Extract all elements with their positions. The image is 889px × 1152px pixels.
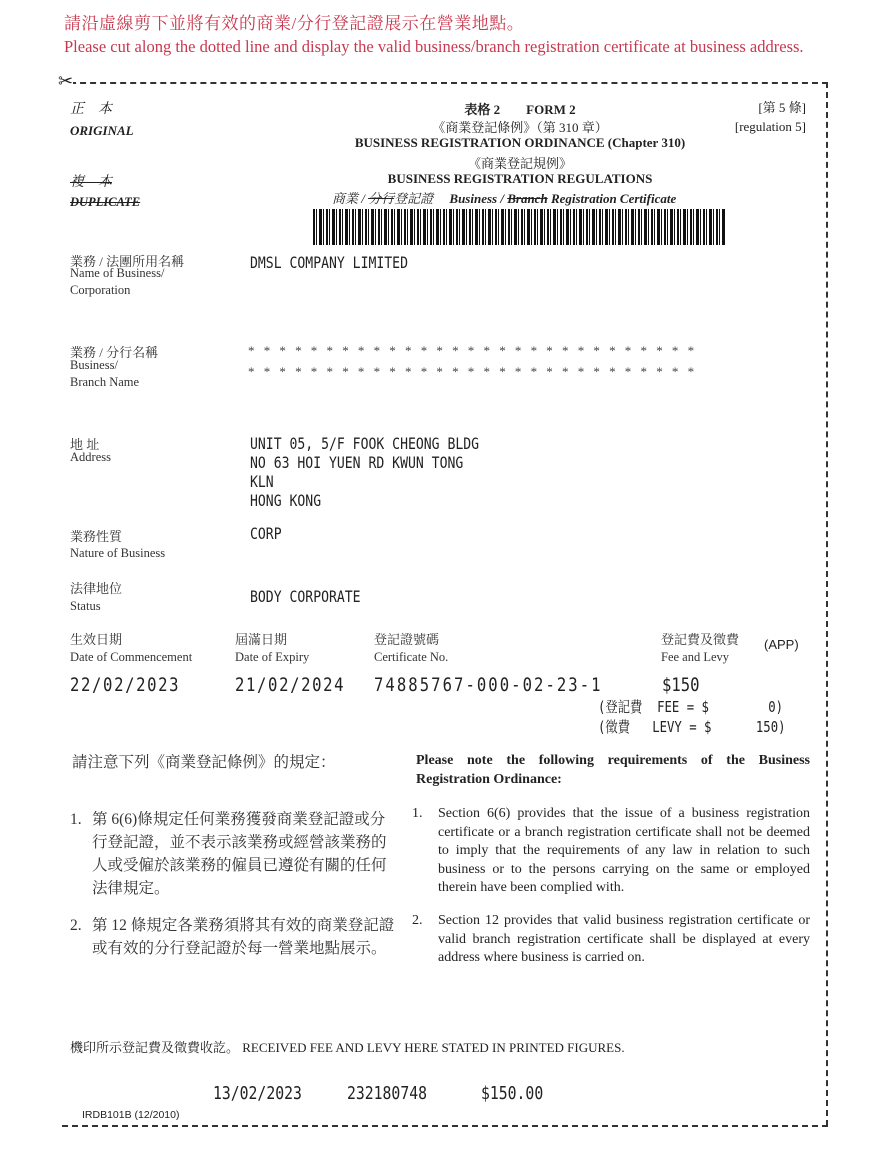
note-zh-2 [70,914,395,960]
scissors-icon: ✂ [58,71,74,91]
cert-type-zh-branch: 分行 [368,191,395,206]
cert-type-zh-business: 商業 / [332,191,369,206]
certificate-no-value: 74885767-000-02-23-1 [374,674,603,696]
cert-type-en-cert: Registration Certificate [547,191,677,206]
regulations-zh: 《商業登記規例》 [467,156,572,171]
cert-type-zh-cert: 登記證 [394,191,434,206]
form-code: IRDB101B (12/2010) [82,1109,180,1121]
duplicate-zh: 複 本 [70,175,112,190]
receipt-statement: 機印所示登記費及徵費收訖。 RECEIVED FEE AND LEVY HERE STATED IN PRINTED FIGURES. [70,1040,625,1055]
address-line-1: UNIT 05, 5/F FOOK CHEONG BLDG [250,434,480,453]
address-line-3: KLN [250,472,274,491]
address-value [250,434,479,510]
expiry-label-en: Date of Expiry [235,650,310,664]
barcode [313,209,726,245]
name-label-zh: 業務 / 法團所用名稱 [70,254,185,269]
note-en-2-text: Section 12 provides that valid business registration certificate or valid branch registration certificate shall be displayed at every address where business is carried on. [438,913,810,965]
regulations-en: BUSINESS REGISTRATION REGULATIONS [387,171,653,186]
address-label-zh: 地 址 [70,437,100,452]
fee-label-zh: 登記費及徵費 [661,632,740,647]
original-zh: 正 本 [70,102,112,117]
app-tag: (APP) [764,637,799,652]
duplicate-en: DUPLICATE [70,195,141,209]
expiry-value: 21/02/2024 [235,674,346,696]
fee-total-value: $150 [662,674,700,696]
branch-label-en-1: Business/ [70,358,118,372]
note-zh-2-text: 第 12 條規定各業務須將其有效的商業登記證或有效的分行登記證於每一營業地點展示。 [92,917,395,957]
note-zh-1-text: 第 6(6)條規定任何業務獲發商業登記證或分行登記證，並不表示該業務或經營該業務的人或受僱於該業務的僱員已遵從有關的任何法律規定。 [92,811,387,897]
regulation-ref-zh: [第 5 條] [758,100,806,115]
cert-no-label-zh: 登記證號碼 [374,632,440,647]
name-label-en-2: Corporation [70,283,131,297]
cert-no-label-en: Certificate No. [374,650,449,664]
fee-breakdown: (登記費 FEE = $ 0) [598,698,784,716]
branch-label-en-2: Branch Name [70,375,140,389]
ordinance-en: BUSINESS REGISTRATION ORDINANCE (Chapter 310) [354,135,686,150]
cut-notice-en: Please cut along the dotted line and display the valid business/branch registration certificate at business address. [64,37,804,56]
regulation-ref-en: [regulation 5] [734,119,806,134]
cut-line-right [826,82,828,1126]
cut-line-top [60,82,828,84]
receipt-date: 13/02/2023 [213,1083,302,1104]
fee-label-en: Fee and Levy [661,650,730,664]
status-label-en: Status [70,599,101,613]
note-zh-1 [70,808,395,900]
nature-value: CORP [250,524,282,543]
address-line-4: HONG KONG [250,491,322,510]
receipt-number: 232180748 [347,1083,427,1104]
original-en: ORIGINAL [70,123,134,138]
note-en-1-text: Section 6(6) provides that the issue of a business registration certificate or a branch registration certificate shall not be deemed to imply that the requirements of any law in relation to such business or to the persons carrying on the same or employed therein have been complied with. [438,806,810,895]
status-value: BODY CORPORATE [250,587,361,606]
cert-type-en-business: Business / [449,191,508,206]
notes-heading-zh: 請注意下列《商業登記條例》的規定： [72,754,336,771]
status-label-zh: 法律地位 [70,581,123,596]
note-zh-2-num: 2. [70,917,82,934]
notes-heading-en: Please note the following requirements of the Business Registration Ordinance: [416,753,810,787]
cut-line-bottom [62,1125,828,1127]
cert-type-en-branch: Branch [507,191,548,206]
expiry-label-zh: 屆滿日期 [235,632,288,647]
levy-breakdown: (徵費 LEVY = $ 150) [598,718,786,736]
receipt-amount: $150.00 [481,1083,544,1104]
form-number: 表格 2 FORM 2 [464,102,576,117]
commencement-value: 22/02/2023 [70,674,181,696]
note-en-1-num: 1. [412,806,423,821]
commencement-label-en: Date of Commencement [70,650,193,664]
ordinance-zh: 《商業登記條例》（第 310 章） [432,120,608,135]
nature-label-zh: 業務性質 [70,529,123,544]
branch-name-line-2: ***************************** [248,364,704,379]
branch-name-line-1: ***************************** [248,343,704,358]
note-en-2 [412,912,810,968]
name-label-en-1: Name of Business/ [70,266,165,280]
business-name-value: DMSL COMPANY LIMITED [250,253,408,272]
note-en-2-num: 2. [412,913,423,928]
note-en-1 [412,805,810,898]
commencement-label-zh: 生效日期 [70,632,123,647]
certificate-type [332,188,676,207]
cut-notice-zh: 請沿虛線剪下並將有效的商業/分行登記證展示在營業地點。 [64,14,525,33]
nature-label-en: Nature of Business [70,546,166,560]
branch-label-zh: 業務 / 分行名稱 [70,345,159,360]
address-line-2: NO 63 HOI YUEN RD KWUN TONG [250,453,464,472]
note-zh-1-num: 1. [70,811,82,828]
address-label-en: Address [70,450,111,464]
